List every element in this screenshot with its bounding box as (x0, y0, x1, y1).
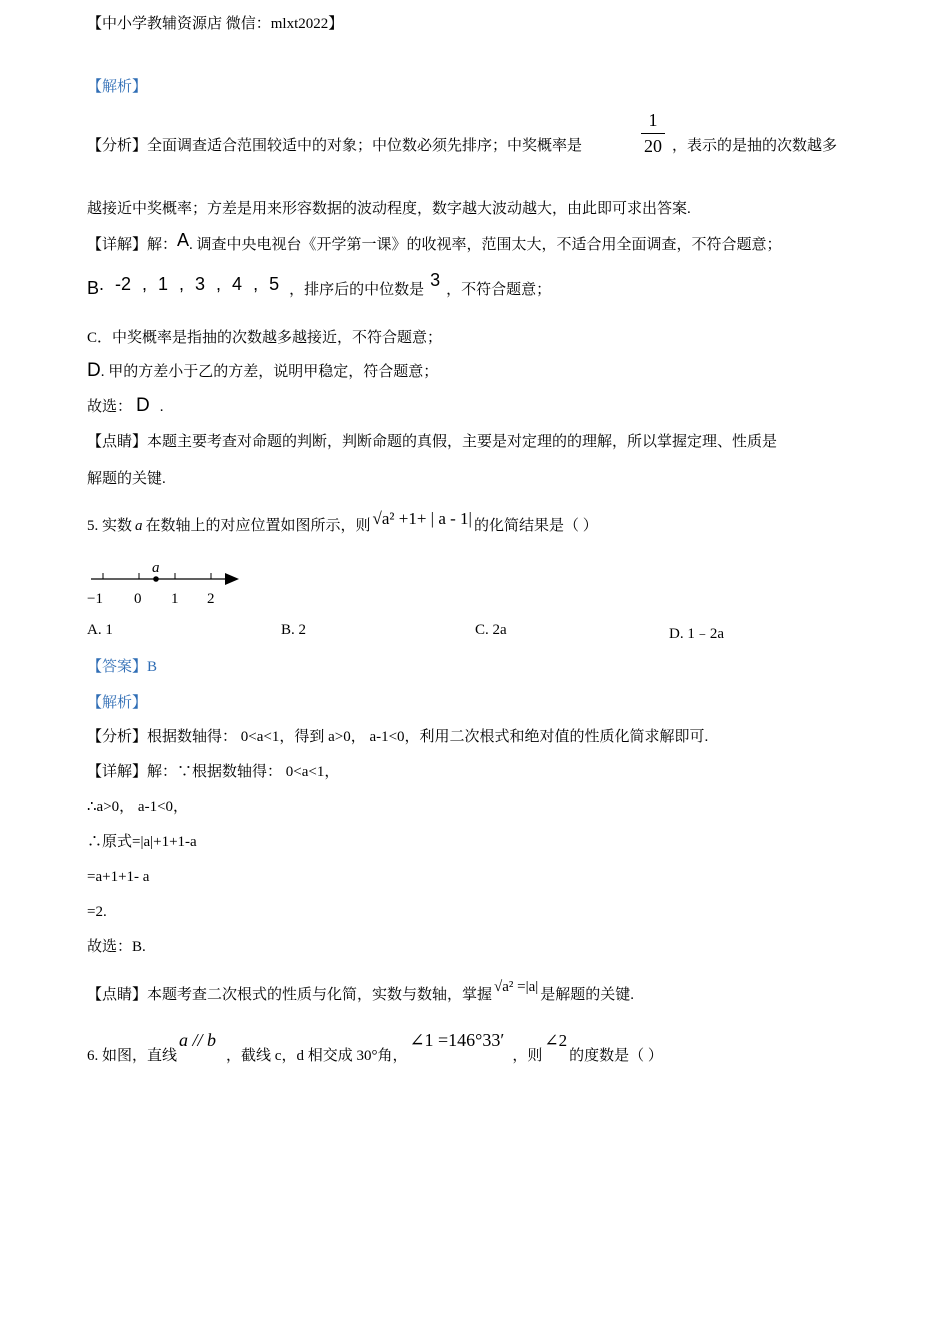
q6-stem-d: 的度数是（ ） (569, 1048, 663, 1064)
q5-step4: =2. (87, 904, 107, 920)
q5-jiexi-heading: 【解析】 (87, 695, 148, 711)
q6-stem (87, 1030, 663, 1066)
q4-guxuan-text: 故选： (87, 399, 133, 415)
q5-dianjing-text-a: 【点睛】本题考查二次根式的性质与化简，实数与数轴，掌握 (87, 987, 493, 1003)
q5-step3: =a+1+1- a (87, 869, 150, 885)
q5-xiangjie: 【详解】解：∵根据数轴得： 0<a<1， (87, 764, 340, 780)
q4-opt-a-letter: A (177, 230, 190, 250)
q5-guxuan: 故选：B. (87, 939, 146, 955)
q4-opt-c-line: C．中奖概率是指抽的次数越多越接近，不符合题意； (87, 330, 443, 346)
q4-guxuan-letter: D (136, 395, 150, 416)
number-line-arrow (225, 573, 239, 585)
q4-opt-b-sequence: . -2 , 1 , 3 , 4 , 5 (99, 274, 280, 294)
q5-answer (87, 657, 157, 677)
q4-dianjing-line1: 【点睛】本题主要考查对命题的判断，判断命题的真假，主要是对定理的的理解，所以掌握定理、性质是 (87, 434, 778, 450)
q5-step2: ∴原式=|a|+1+1-a (87, 834, 197, 850)
tick-label-2: 2 (207, 591, 215, 607)
q4-guxuan-line (87, 396, 164, 417)
q6-stem-a: 6. 如图，直线 (87, 1048, 178, 1064)
q4-opt-b-tail: ，不符合题意； (446, 282, 552, 298)
q5-stem-b: 在数轴上的对应位置如图所示，则 (145, 518, 371, 534)
q5-dianjing (87, 979, 635, 1005)
q4-fenxi-text-b: ，表示的是抽的次数越多 (672, 138, 838, 154)
q4-opt-b-letter: B (87, 278, 100, 298)
q4-opt-b-line (87, 270, 552, 300)
q6-parallel: a // b (179, 1030, 217, 1050)
q5-number-line (85, 556, 245, 608)
q6-angle2: ∠2 (544, 1031, 568, 1050)
q4-fenxi-line1 (87, 136, 582, 156)
q5-stem-c: 的化简结果是（ ） (473, 518, 598, 534)
q4-xiangjie-tag: 【详解】解： (87, 237, 178, 253)
q5-option-c: C. 2a (475, 622, 507, 638)
q4-opt-d-letter: D (87, 360, 101, 381)
q5-dianjing-text-b: 是解题的关键. (540, 987, 635, 1003)
point-a-label: a (152, 560, 160, 576)
q6-angle1: ∠1 =146°33′ (409, 1030, 505, 1050)
q5-option-d: D. 1﹣2a (669, 626, 724, 642)
q4-fraction (641, 110, 665, 157)
q5-option-b: B. 2 (281, 622, 307, 638)
q5-option-a: A. 1 (87, 622, 113, 638)
q4-opt-b-text: ，排序后的中位数是 (289, 282, 425, 298)
q5-stem-a: 5. 实数 (87, 518, 133, 534)
q4-opt-d-line (87, 361, 438, 382)
q5-answer-text: 【答案】B (87, 659, 158, 675)
q4-fraction-numerator: 1 (648, 110, 658, 130)
q4-opt-d-text: . 甲的方差小于乙的方差，说明甲稳定，符合题意； (100, 364, 439, 380)
q5-dianjing-expr: √a² =|a| (494, 979, 539, 995)
q4-dianjing-line2: 解题的关键. (87, 471, 166, 487)
q5-step1: ∴a>0， a-1<0， (87, 799, 189, 815)
q6-stem-b: ，截线 c，d 相交成 30°角， (226, 1048, 408, 1064)
q4-fenxi-text-a: 【分析】全面调查适合范围较适中的对象；中位数必须先排序；中奖概率是 (87, 138, 583, 154)
q4-jiexi-heading: 【解析】 (87, 79, 148, 95)
q4-opt-a-text: . 调查中央电视台《开学第一课》的收视率，范围太大，不适合用全面调查，不符合题意； (189, 237, 782, 253)
tick-label-neg1: −1 (87, 591, 103, 607)
q4-fenxi-line2: 越接近中奖概率；方差是用来形容数据的波动程度，数字越大波动越大，由此即可求出答案. (87, 201, 691, 217)
q4-fraction-denominator: 20 (644, 136, 662, 156)
tick-label-0: 0 (134, 591, 142, 607)
q5-stem (87, 509, 598, 536)
point-a (153, 576, 159, 582)
q4-guxuan-period: . (159, 399, 164, 415)
q4-xiangjie-line-a (87, 230, 782, 255)
q5-var-a: a (135, 518, 143, 534)
header-source: 【中小学教辅资源店 微信：mlxt2022】 (87, 16, 344, 32)
q6-stem-c: ，则 (512, 1048, 543, 1064)
q5-fenxi: 【分析】根据数轴得： 0<a<1，得到 a>0， a-1<0，利用二次根式和绝对值的性质化简求解即可. (87, 729, 709, 745)
q5-expression: √a² +1+ | a - 1| (372, 509, 472, 528)
q4-opt-b-median: 3 (430, 270, 441, 290)
tick-label-1: 1 (171, 591, 179, 607)
